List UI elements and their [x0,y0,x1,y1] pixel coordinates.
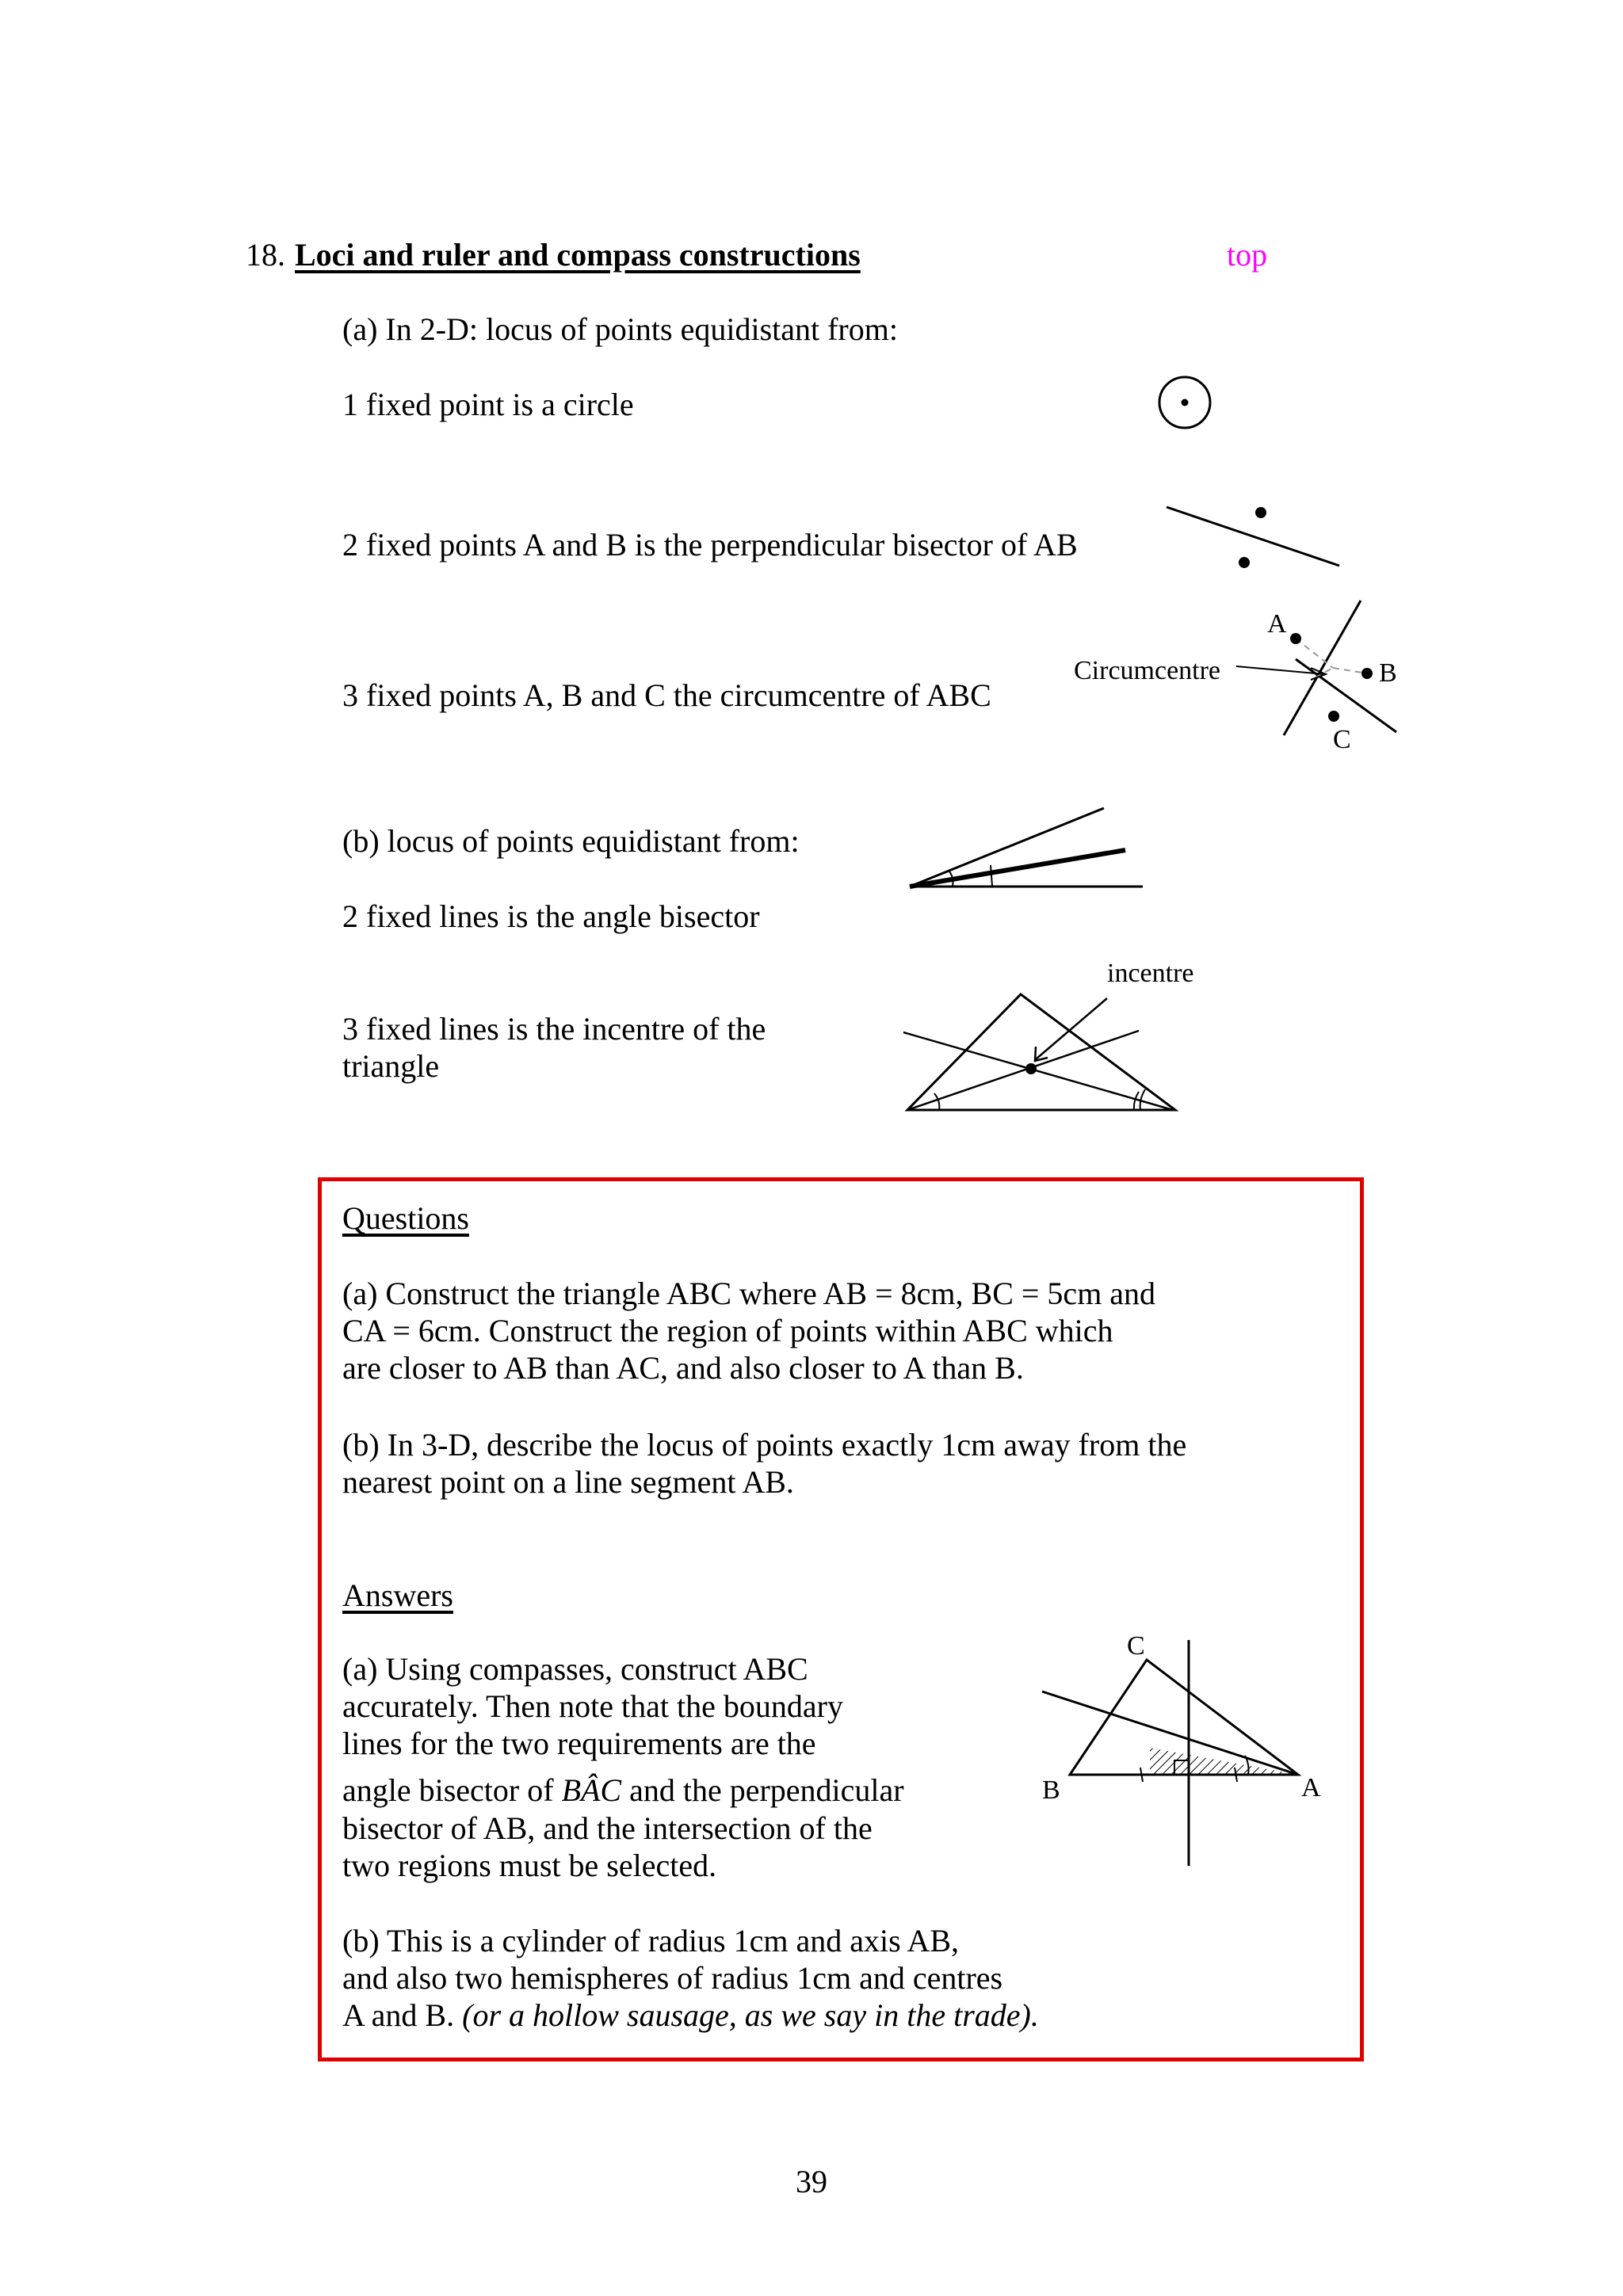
page-number: 39 [796,2164,827,2199]
part-b-item-1: 2 fixed lines is the angle bisector [342,898,760,934]
answer-b-line-1: (b) This is a cylinder of radius 1cm and axis AB, [342,1923,960,1958]
answer-a-line-5: bisector of AB, and the intersection of the [342,1810,873,1846]
answer-a-line-4-end: and the perpendicular [621,1772,904,1808]
answer-point-b-label: B [1042,1775,1060,1805]
answer-a-line-2: accurately. Then note that the boundary [342,1688,843,1724]
answers-heading: Answers [342,1577,453,1613]
circumcentre-figure [1070,594,1419,769]
answer-b-aside: (or a hollow sausage, as we say in the trade). [462,1997,1039,2033]
incentre-label: incentre [1107,959,1194,988]
answer-a-line-4-start: angle bisector of [342,1772,562,1808]
section-title: Loci and ruler and compass constructions [295,237,861,273]
part-a-item-3: 3 fixed points A, B and C the circumcentre of ABC [342,677,991,713]
part-a-intro: (a) In 2-D: locus of points equidistant from: [342,311,898,347]
part-a-item-2: 2 fixed points A and B is the perpendicular bisector of AB [342,527,1078,563]
section-number: 18. [246,237,285,273]
question-a-line-3: are closer to AB than AC, and also closer to A than B. [342,1350,1024,1386]
answer-a-line-4 [342,1772,904,1810]
question-a-line-1: (a) Construct the triangle ABC where AB = 8cm, BC = 5cm and [342,1276,1156,1311]
top-link[interactable]: top [1227,237,1268,273]
question-a-line-2: CA = 6cm. Construct the region of points within ABC which [342,1313,1113,1348]
angle-bac: BÂC [561,1772,622,1808]
answer-a-line-6: two regions must be selected. [342,1848,717,1883]
answer-a-line-3: lines for the two requirements are the [342,1726,816,1761]
point-c-label: C [1333,725,1351,754]
angle-bisector-figure [903,800,1149,895]
answer-point-a-label: A [1301,1773,1321,1802]
part-b-item-2-line-2: triangle [342,1048,440,1084]
question-b-line-1: (b) In 3-D, describe the locus of points exactly 1cm away from the [342,1427,1187,1463]
answer-b-line-3-start: A and B. [342,1997,463,2033]
answer-a-line-1: (a) Using compasses, construct ABC [342,1651,808,1687]
circle-locus-figure [1153,376,1216,440]
answer-triangle-figure [1030,1628,1347,1874]
answer-point-c-label: C [1127,1631,1145,1661]
question-b-line-2: nearest point on a line segment AB. [342,1464,794,1500]
answer-b-line-3 [342,1997,1039,2035]
point-a-label: A [1267,609,1287,639]
part-a-item-1: 1 fixed point is a circle [342,387,634,422]
point-b-label: B [1379,658,1397,688]
part-b-item-2-line-1: 3 fixed lines is the incentre of the [342,1011,766,1047]
answer-b-line-2: and also two hemispheres of radius 1cm and centres [342,1960,1003,1996]
part-b-intro: (b) locus of points equidistant from: [342,823,800,859]
incentre-figure [899,955,1216,1117]
perpendicular-bisector-figure [1161,499,1351,586]
questions-heading: Questions [342,1200,469,1236]
circumcentre-label: Circumcentre [1074,656,1221,685]
